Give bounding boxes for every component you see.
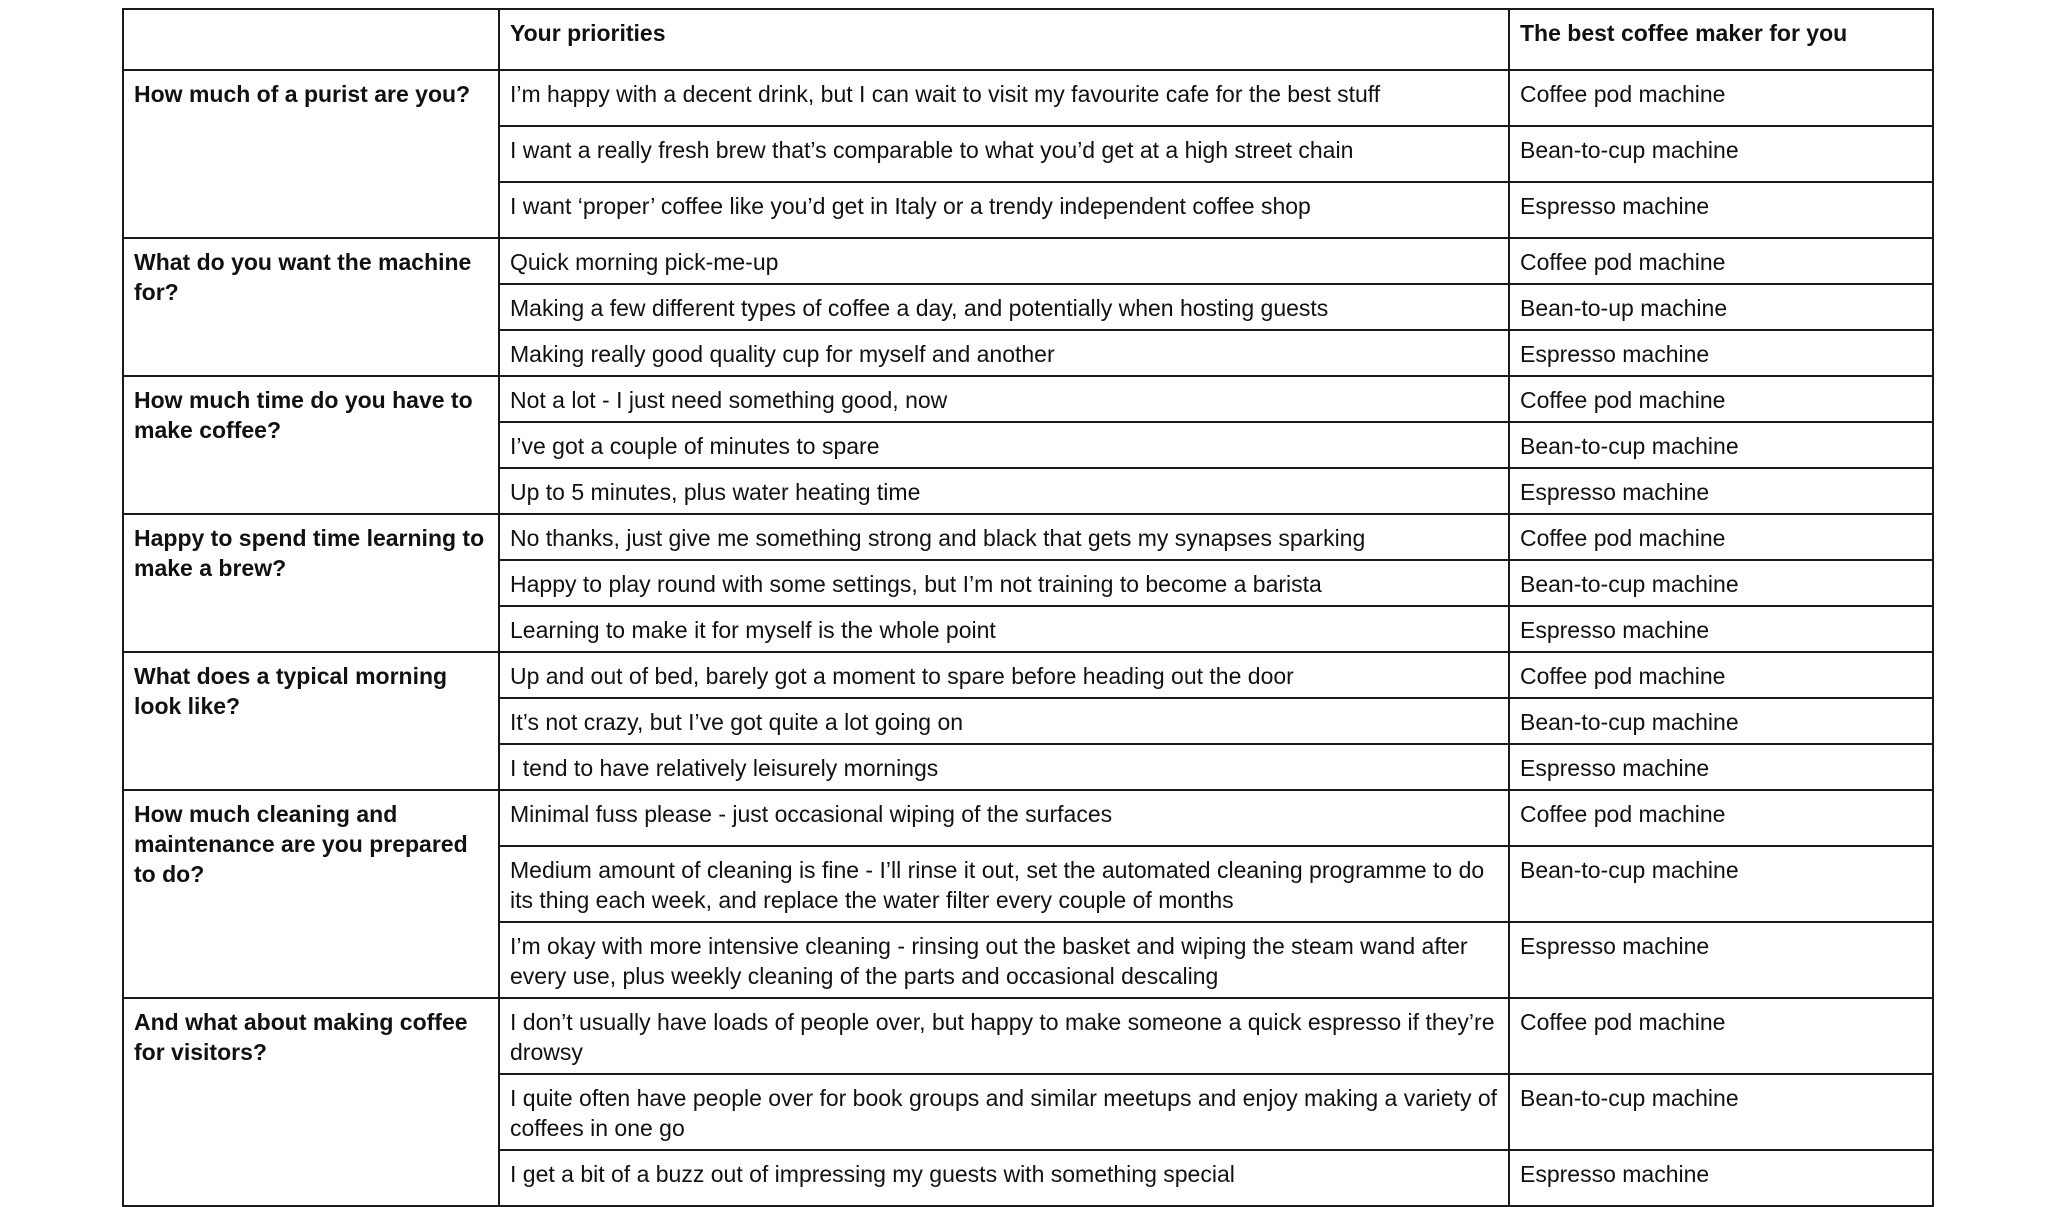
machine-cell: Bean-to-cup machine (1509, 1074, 1933, 1150)
table-row (123, 70, 1933, 126)
priority-cell: I want ‘proper’ coffee like you’d get in Italy or a trendy independent coffee shop (499, 182, 1509, 238)
machine-cell: Coffee pod machine (1509, 514, 1933, 560)
machine-cell: Coffee pod machine (1509, 998, 1933, 1074)
priority-cell: Not a lot - I just need something good, now (499, 376, 1509, 422)
priority-cell: Quick morning pick-me-up (499, 238, 1509, 284)
priority-cell: I don’t usually have loads of people over, but happy to make someone a quick espresso if they’re drowsy (499, 998, 1509, 1074)
machine-cell: Bean-to-up machine (1509, 284, 1933, 330)
table-row (123, 652, 1933, 698)
machine-cell: Espresso machine (1509, 744, 1933, 790)
machine-cell: Bean-to-cup machine (1509, 126, 1933, 182)
header-best-maker: The best coffee maker for you (1509, 9, 1933, 70)
question-cell: And what about making coffee for visitors? (123, 998, 499, 1206)
header-row (123, 9, 1933, 70)
priority-cell: Up and out of bed, barely got a moment to spare before heading out the door (499, 652, 1509, 698)
machine-cell: Espresso machine (1509, 922, 1933, 998)
table-row (123, 238, 1933, 284)
priority-cell: Learning to make it for myself is the whole point (499, 606, 1509, 652)
machine-cell: Coffee pod machine (1509, 376, 1933, 422)
machine-cell: Espresso machine (1509, 468, 1933, 514)
priority-cell: Making really good quality cup for myself and another (499, 330, 1509, 376)
priority-cell: I’m happy with a decent drink, but I can wait to visit my favourite cafe for the best stuff (499, 70, 1509, 126)
priority-cell: No thanks, just give me something strong and black that gets my synapses sparking (499, 514, 1509, 560)
header-blank-cell (123, 9, 499, 70)
header-priorities: Your priorities (499, 9, 1509, 70)
question-cell: How much time do you have to make coffee? (123, 376, 499, 514)
priority-cell: I’m okay with more intensive cleaning - rinsing out the basket and wiping the steam wand after every use, plus weekly cleaning of the parts and occasional descaling (499, 922, 1509, 998)
priority-cell: Minimal fuss please - just occasional wiping of the surfaces (499, 790, 1509, 846)
machine-cell: Coffee pod machine (1509, 70, 1933, 126)
machine-cell: Coffee pod machine (1509, 238, 1933, 284)
machine-cell: Bean-to-cup machine (1509, 560, 1933, 606)
question-cell: Happy to spend time learning to make a brew? (123, 514, 499, 652)
machine-cell: Bean-to-cup machine (1509, 698, 1933, 744)
table-row (123, 514, 1933, 560)
table-row (123, 998, 1933, 1074)
priority-cell: I want a really fresh brew that’s comparable to what you’d get at a high street chain (499, 126, 1509, 182)
priority-cell: Medium amount of cleaning is fine - I’ll rinse it out, set the automated cleaning programme to do its thing each week, and replace the water filter every couple of months (499, 846, 1509, 922)
question-cell: How much cleaning and maintenance are you prepared to do? (123, 790, 499, 998)
priority-cell: It’s not crazy, but I’ve got quite a lot going on (499, 698, 1509, 744)
machine-cell: Coffee pod machine (1509, 790, 1933, 846)
priority-cell: I tend to have relatively leisurely mornings (499, 744, 1509, 790)
priority-cell: I’ve got a couple of minutes to spare (499, 422, 1509, 468)
priority-cell: Up to 5 minutes, plus water heating time (499, 468, 1509, 514)
priority-cell: I get a bit of a buzz out of impressing my guests with something special (499, 1150, 1509, 1206)
machine-cell: Bean-to-cup machine (1509, 846, 1933, 922)
priority-cell: I quite often have people over for book groups and similar meetups and enjoy making a variety of coffees in one go (499, 1074, 1509, 1150)
question-cell: What do you want the machine for? (123, 238, 499, 376)
priority-cell: Happy to play round with some settings, but I’m not training to become a barista (499, 560, 1509, 606)
machine-cell: Espresso machine (1509, 606, 1933, 652)
machine-cell: Coffee pod machine (1509, 652, 1933, 698)
question-cell: How much of a purist are you? (123, 70, 499, 238)
table-row (123, 376, 1933, 422)
question-cell: What does a typical morning look like? (123, 652, 499, 790)
coffee-maker-guide-table (122, 8, 1934, 1207)
machine-cell: Espresso machine (1509, 1150, 1933, 1206)
table-row (123, 790, 1933, 846)
machine-cell: Espresso machine (1509, 182, 1933, 238)
machine-cell: Bean-to-cup machine (1509, 422, 1933, 468)
priority-cell: Making a few different types of coffee a day, and potentially when hosting guests (499, 284, 1509, 330)
machine-cell: Espresso machine (1509, 330, 1933, 376)
